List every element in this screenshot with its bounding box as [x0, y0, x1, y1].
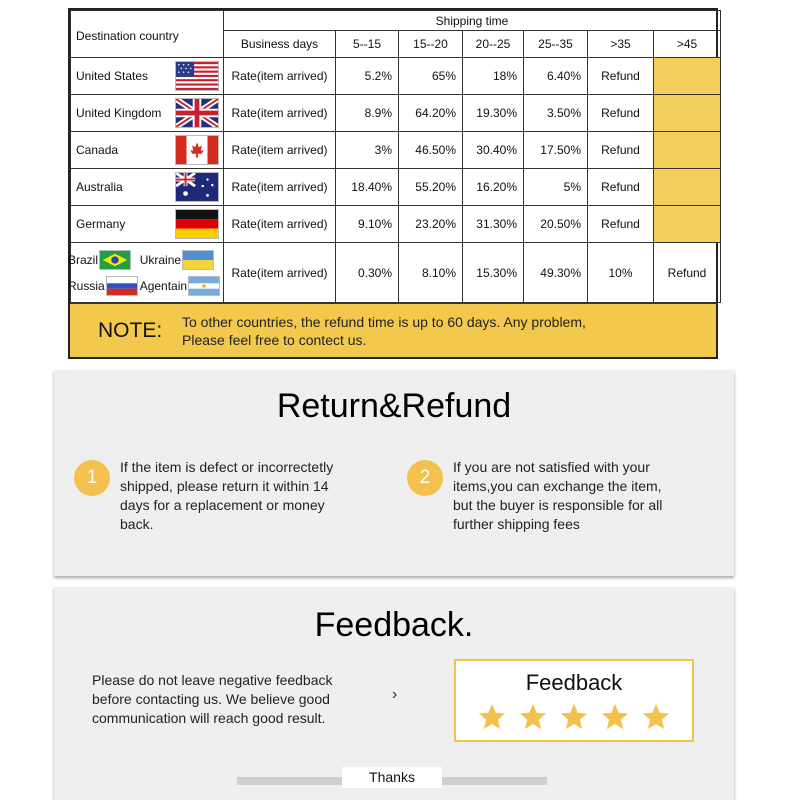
table-cell: 9.10%: [336, 206, 399, 243]
business-days-header: Business days: [224, 31, 336, 58]
table-cell: 10%: [588, 243, 654, 303]
table-cell: 19.30%: [463, 95, 524, 132]
table-cell: Refund: [654, 243, 721, 303]
highlight-cell: [654, 95, 721, 132]
text-line: items,you can exchange the item,: [453, 478, 662, 494]
table-cell: Refund: [588, 95, 654, 132]
chevron-right-icon: ›: [392, 686, 398, 703]
table-cell: 6.40%: [524, 58, 588, 95]
star-rating: [456, 702, 692, 732]
table-cell: 3%: [336, 132, 399, 169]
rate-label: Rate(item arrived): [224, 95, 336, 132]
table-cell: 16.20%: [463, 169, 524, 206]
rate-label: Rate(item arrived): [224, 132, 336, 169]
country-name: Ukraine: [139, 252, 182, 267]
rate-label: Rate(item arrived): [224, 206, 336, 243]
table-cell: Refund: [588, 206, 654, 243]
range-header: 20--25: [463, 31, 524, 58]
table-cell: 20.50%: [524, 206, 588, 243]
table-row: [71, 58, 721, 95]
shipping-time-header: Shipping time: [224, 11, 721, 31]
range-header: >45: [654, 31, 721, 58]
destination-header: Destination country: [71, 11, 224, 58]
country-name: Brazil: [68, 252, 99, 267]
rate-label: Rate(item arrived): [224, 58, 336, 95]
note-banner: [70, 303, 716, 357]
us-flag-icon: [175, 61, 219, 91]
table-cell: 23.20%: [399, 206, 463, 243]
feedback-panel: [54, 587, 734, 800]
country-name: Canada: [76, 143, 119, 157]
text-line: before contacting us. We believe good: [92, 691, 330, 707]
range-header: >35: [588, 31, 654, 58]
russia-flag-icon: [106, 276, 138, 296]
exchange-policy-text: [453, 458, 662, 534]
rate-label: Rate(item arrived): [224, 243, 336, 303]
star-icon: [641, 702, 671, 732]
star-icon: [518, 702, 548, 732]
text-line: If the item is defect or incorrectetly: [120, 459, 334, 475]
australia-flag-icon: [175, 172, 219, 202]
range-header: 5--15: [336, 31, 399, 58]
step-2-badge: 2: [407, 460, 443, 496]
table-cell: 30.40%: [463, 132, 524, 169]
table-cell: Refund: [588, 58, 654, 95]
table-cell: 8.10%: [399, 243, 463, 303]
feedback-title: Feedback.: [314, 606, 474, 644]
country-name: United Kingdom: [76, 106, 162, 120]
text-line: communication will reach good result.: [92, 710, 326, 726]
table-cell: 65%: [399, 58, 463, 95]
table-row: [71, 169, 721, 206]
table-cell: 31.30%: [463, 206, 524, 243]
germany-flag-icon: [175, 209, 219, 239]
country-name: United States: [76, 69, 149, 83]
table-cell: 5.2%: [336, 58, 399, 95]
thanks-label: Thanks: [342, 767, 442, 788]
table-cell: 18%: [463, 58, 524, 95]
table-cell: 5%: [524, 169, 588, 206]
step-1-badge: 1: [74, 460, 110, 496]
shipping-time-table: [68, 8, 718, 359]
table-cell: 49.30%: [524, 243, 588, 303]
text-line: back.: [120, 516, 154, 532]
highlight-cell: [654, 206, 721, 243]
return-policy-text: [120, 458, 333, 534]
text-line: shipped, please return it within 14: [120, 478, 329, 494]
text-line: If you are not satisfied with your: [453, 459, 650, 475]
country-name: Germany: [76, 217, 126, 231]
uk-flag-icon: [175, 98, 219, 128]
note-line: Please feel free to contect us.: [182, 331, 367, 348]
note-label: NOTE:: [98, 318, 163, 342]
brazil-flag-icon: [99, 250, 131, 270]
table-cell: 46.50%: [399, 132, 463, 169]
text-line: further shipping fees: [453, 516, 580, 532]
star-icon: [600, 702, 630, 732]
table-cell: 64.20%: [399, 95, 463, 132]
table-cell: 8.9%: [336, 95, 399, 132]
table-cell: Refund: [588, 169, 654, 206]
text-line: but the buyer is responsible for all: [453, 497, 663, 513]
note-line: To other countries, the refund time is up to 60 days. Any problem,: [182, 313, 586, 330]
text-line: days for a replacement or money: [120, 497, 325, 513]
country-name: Australia: [76, 180, 123, 194]
highlight-cell: [654, 58, 721, 95]
table-cell: 0.30%: [336, 243, 399, 303]
range-header: 25--35: [524, 31, 588, 58]
table-cell: 3.50%: [524, 95, 588, 132]
highlight-cell: [654, 169, 721, 206]
table-row: [71, 243, 721, 303]
argentina-flag-icon: [188, 276, 220, 296]
canada-flag-icon: [175, 135, 219, 165]
ukraine-flag-icon: [182, 250, 214, 270]
table-row: [71, 132, 721, 169]
country-name: Agentain: [139, 278, 188, 293]
range-header: 15--20: [399, 31, 463, 58]
country-name: Russia: [68, 278, 105, 293]
star-icon: [477, 702, 507, 732]
table-cell: 55.20%: [399, 169, 463, 206]
return-refund-panel: [54, 370, 734, 576]
rate-label: Rate(item arrived): [224, 169, 336, 206]
feedback-rating-box: [454, 659, 694, 742]
feedback-text: [92, 671, 333, 728]
table-cell: Refund: [588, 132, 654, 169]
star-icon: [559, 702, 589, 732]
table-cell: 15.30%: [463, 243, 524, 303]
table-cell: 18.40%: [336, 169, 399, 206]
table-row: [71, 95, 721, 132]
highlight-cell: [654, 132, 721, 169]
table-row: [71, 206, 721, 243]
table-cell: 17.50%: [524, 132, 588, 169]
feedback-box-title: Feedback: [525, 670, 623, 695]
return-refund-title: Return&Refund: [276, 387, 512, 425]
text-line: Please do not leave negative feedback: [92, 672, 333, 688]
